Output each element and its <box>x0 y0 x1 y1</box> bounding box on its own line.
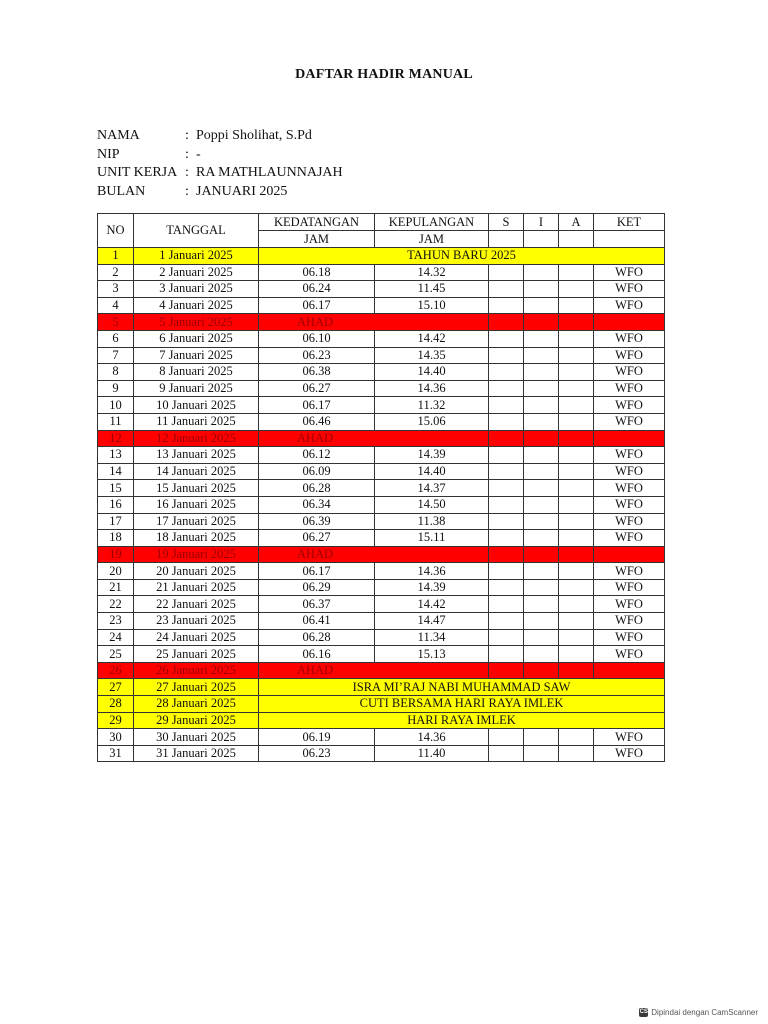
cell-no: 11 <box>98 413 134 430</box>
cell-a <box>559 646 594 663</box>
info-row-nama <box>97 127 343 146</box>
cell-empty <box>594 662 665 679</box>
cell-i <box>524 496 559 513</box>
cell-a <box>559 480 594 497</box>
cell-jam-datang: 06.41 <box>259 613 375 630</box>
cell-s <box>489 297 524 314</box>
info-row-bulan <box>97 183 343 202</box>
cell-empty <box>559 546 594 563</box>
table-row <box>98 447 665 464</box>
cell-s <box>489 281 524 298</box>
cell-ket: WFO <box>594 347 665 364</box>
info-row-nip <box>97 146 343 165</box>
cell-empty <box>559 314 594 331</box>
table-row <box>98 430 665 447</box>
cell-i <box>524 513 559 530</box>
cell-ket: WFO <box>594 364 665 381</box>
table-row <box>98 297 665 314</box>
cell-jam-pulang: 14.36 <box>375 380 489 397</box>
cell-empty <box>594 546 665 563</box>
cell-tanggal: 5 Januari 2025 <box>134 314 259 331</box>
watermark-text: Dipindai dengan CamScanner <box>651 1008 758 1017</box>
cell-s <box>489 745 524 762</box>
table-row <box>98 729 665 746</box>
header-i: I <box>524 214 559 231</box>
cell-jam-pulang: 14.39 <box>375 447 489 464</box>
cell-jam-pulang: 14.50 <box>375 496 489 513</box>
cell-s <box>489 496 524 513</box>
cell-empty <box>594 430 665 447</box>
table-row <box>98 314 665 331</box>
cell-holiday-note: TAHUN BARU 2025 <box>259 248 665 265</box>
cell-tanggal: 18 Januari 2025 <box>134 530 259 547</box>
cell-tanggal: 19 Januari 2025 <box>134 546 259 563</box>
cell-i <box>524 397 559 414</box>
cell-ket: WFO <box>594 613 665 630</box>
table-row <box>98 613 665 630</box>
cell-tanggal: 12 Januari 2025 <box>134 430 259 447</box>
cell-a <box>559 463 594 480</box>
cell-i <box>524 629 559 646</box>
cell-a <box>559 397 594 414</box>
table-body <box>98 248 665 762</box>
cell-tanggal: 10 Januari 2025 <box>134 397 259 414</box>
cell-jam-datang: 06.28 <box>259 480 375 497</box>
info-colon: : <box>185 128 189 143</box>
cell-no: 4 <box>98 297 134 314</box>
cell-a <box>559 264 594 281</box>
cell-no: 1 <box>98 248 134 265</box>
cell-no: 5 <box>98 314 134 331</box>
cell-no: 9 <box>98 380 134 397</box>
cell-no: 23 <box>98 613 134 630</box>
cell-a <box>559 745 594 762</box>
cell-no: 8 <box>98 364 134 381</box>
table-row <box>98 629 665 646</box>
cell-tanggal: 22 Januari 2025 <box>134 596 259 613</box>
cell-a <box>559 364 594 381</box>
cell-tanggal: 8 Januari 2025 <box>134 364 259 381</box>
header-s: S <box>489 214 524 231</box>
cell-empty <box>559 430 594 447</box>
table-row <box>98 579 665 596</box>
table-row <box>98 347 665 364</box>
info-value: Poppi Sholihat, S.Pd <box>196 128 312 143</box>
cell-i <box>524 596 559 613</box>
table-row <box>98 546 665 563</box>
cell-no: 31 <box>98 745 134 762</box>
cell-a <box>559 413 594 430</box>
table-row <box>98 397 665 414</box>
cell-jam-pulang: 15.10 <box>375 297 489 314</box>
cell-s <box>489 596 524 613</box>
cell-jam-pulang: 11.34 <box>375 629 489 646</box>
table-row <box>98 264 665 281</box>
cell-jam-pulang: 14.40 <box>375 463 489 480</box>
cell-empty <box>594 314 665 331</box>
employee-info <box>97 127 343 201</box>
cell-ket: WFO <box>594 563 665 580</box>
cell-tanggal: 11 Januari 2025 <box>134 413 259 430</box>
cell-jam-pulang: 14.42 <box>375 330 489 347</box>
cell-jam-pulang: 11.38 <box>375 513 489 530</box>
cell-s <box>489 613 524 630</box>
cell-tanggal: 26 Januari 2025 <box>134 662 259 679</box>
cell-jam-datang: 06.23 <box>259 745 375 762</box>
cell-jam-datang: 06.37 <box>259 596 375 613</box>
header-tanggal: TANGGAL <box>134 214 259 248</box>
cell-jam-pulang: 14.40 <box>375 364 489 381</box>
cell-no: 30 <box>98 729 134 746</box>
cell-no: 14 <box>98 463 134 480</box>
cell-a <box>559 330 594 347</box>
cell-a <box>559 513 594 530</box>
cell-jam-datang: 06.28 <box>259 629 375 646</box>
info-colon: : <box>185 146 189 162</box>
cell-ket: WFO <box>594 447 665 464</box>
info-colon: : <box>185 165 189 180</box>
cell-no: 22 <box>98 596 134 613</box>
cell-tanggal: 15 Januari 2025 <box>134 480 259 497</box>
table-row <box>98 530 665 547</box>
cell-s <box>489 397 524 414</box>
cell-jam-pulang: 15.06 <box>375 413 489 430</box>
cell-no: 6 <box>98 330 134 347</box>
cell-jam-datang: 06.17 <box>259 397 375 414</box>
cell-jam-pulang: 14.36 <box>375 729 489 746</box>
cell-a <box>559 347 594 364</box>
cell-s <box>489 629 524 646</box>
cell-jam-datang: 06.24 <box>259 281 375 298</box>
cell-s <box>489 646 524 663</box>
header-empty <box>524 231 559 248</box>
cell-empty <box>489 662 524 679</box>
cell-no: 28 <box>98 696 134 713</box>
cell-s <box>489 447 524 464</box>
cell-empty <box>524 430 559 447</box>
cell-ket: WFO <box>594 530 665 547</box>
cell-empty <box>524 314 559 331</box>
cell-jam-pulang: 11.45 <box>375 281 489 298</box>
cell-jam-pulang: 14.32 <box>375 264 489 281</box>
info-row-unit-kerja <box>97 164 343 183</box>
cell-jam-pulang: 14.37 <box>375 480 489 497</box>
cell-tanggal: 9 Januari 2025 <box>134 380 259 397</box>
table-row <box>98 662 665 679</box>
cell-ket: WFO <box>594 480 665 497</box>
cell-no: 10 <box>98 397 134 414</box>
cell-i <box>524 413 559 430</box>
table-header-row <box>98 214 665 231</box>
cell-tanggal: 6 Januari 2025 <box>134 330 259 347</box>
cell-jam-datang: 06.17 <box>259 297 375 314</box>
cell-no: 13 <box>98 447 134 464</box>
cell-holiday-note: CUTI BERSAMA HARI RAYA IMLEK <box>259 696 665 713</box>
cell-no: 12 <box>98 430 134 447</box>
cell-jam-pulang: 11.32 <box>375 397 489 414</box>
cell-jam-datang: 06.38 <box>259 364 375 381</box>
cell-s <box>489 463 524 480</box>
cell-tanggal: 29 Januari 2025 <box>134 712 259 729</box>
cell-ket: WFO <box>594 397 665 414</box>
cell-s <box>489 413 524 430</box>
cell-jam-pulang: 14.47 <box>375 613 489 630</box>
cell-i <box>524 264 559 281</box>
cell-ket: WFO <box>594 513 665 530</box>
page-title: DAFTAR HADIR MANUAL <box>295 67 473 82</box>
cell-tanggal: 1 Januari 2025 <box>134 248 259 265</box>
cell-tanggal: 17 Januari 2025 <box>134 513 259 530</box>
cell-tanggal: 30 Januari 2025 <box>134 729 259 746</box>
cell-i <box>524 463 559 480</box>
cell-jam-datang: 06.18 <box>259 264 375 281</box>
cell-ket: WFO <box>594 380 665 397</box>
cell-empty <box>524 546 559 563</box>
cell-empty <box>489 546 524 563</box>
cell-holiday-note: ISRA MI’RAJ NABI MUHAMMAD SAW <box>259 679 665 696</box>
cell-s <box>489 563 524 580</box>
info-label: UNIT KERJA <box>97 165 178 180</box>
cell-s <box>489 364 524 381</box>
cell-s <box>489 513 524 530</box>
table-row <box>98 563 665 580</box>
cell-ket: WFO <box>594 646 665 663</box>
cell-jam-datang: 06.39 <box>259 513 375 530</box>
cell-ket: WFO <box>594 297 665 314</box>
cell-jam-datang: 06.16 <box>259 646 375 663</box>
table-row <box>98 712 665 729</box>
info-value: RA MATHLAUNNAJAH <box>196 165 343 180</box>
table-row <box>98 413 665 430</box>
cell-ket: WFO <box>594 463 665 480</box>
info-value: JANUARI 2025 <box>196 183 288 199</box>
table-row <box>98 330 665 347</box>
cell-i <box>524 281 559 298</box>
table-row <box>98 596 665 613</box>
table-row <box>98 380 665 397</box>
cell-i <box>524 347 559 364</box>
cell-jam-datang: 06.12 <box>259 447 375 464</box>
cell-ahad-note: AHAD <box>259 662 489 679</box>
cell-i <box>524 579 559 596</box>
cell-tanggal: 7 Januari 2025 <box>134 347 259 364</box>
cell-tanggal: 16 Januari 2025 <box>134 496 259 513</box>
cell-no: 19 <box>98 546 134 563</box>
cell-tanggal: 23 Januari 2025 <box>134 613 259 630</box>
cell-jam-datang: 06.17 <box>259 563 375 580</box>
cell-a <box>559 496 594 513</box>
cell-a <box>559 629 594 646</box>
cell-no: 20 <box>98 563 134 580</box>
cell-s <box>489 330 524 347</box>
cell-ket: WFO <box>594 579 665 596</box>
cell-ahad-note: AHAD <box>259 546 489 563</box>
cell-no: 25 <box>98 646 134 663</box>
cell-ket: WFO <box>594 729 665 746</box>
cell-a <box>559 447 594 464</box>
cell-tanggal: 21 Januari 2025 <box>134 579 259 596</box>
cell-no: 18 <box>98 530 134 547</box>
cell-ket: WFO <box>594 413 665 430</box>
cell-s <box>489 579 524 596</box>
info-value: - <box>196 146 201 162</box>
cell-no: 29 <box>98 712 134 729</box>
cell-i <box>524 330 559 347</box>
cell-s <box>489 729 524 746</box>
header-ket: KET <box>594 214 665 231</box>
cell-jam-pulang: 15.11 <box>375 530 489 547</box>
cell-a <box>559 579 594 596</box>
cell-s <box>489 480 524 497</box>
cell-ket: WFO <box>594 596 665 613</box>
cell-empty <box>489 314 524 331</box>
cell-tanggal: 20 Januari 2025 <box>134 563 259 580</box>
header-empty <box>489 231 524 248</box>
table-row <box>98 513 665 530</box>
scanner-watermark <box>639 1008 758 1017</box>
cell-no: 17 <box>98 513 134 530</box>
header-jam-pulang: JAM <box>375 231 489 248</box>
cell-i <box>524 480 559 497</box>
table-row <box>98 480 665 497</box>
cell-holiday-note: HARI RAYA IMLEK <box>259 712 665 729</box>
cell-jam-datang: 06.34 <box>259 496 375 513</box>
cell-no: 27 <box>98 679 134 696</box>
cell-a <box>559 563 594 580</box>
cell-ket: WFO <box>594 330 665 347</box>
cell-a <box>559 530 594 547</box>
cell-i <box>524 530 559 547</box>
cell-s <box>489 347 524 364</box>
cell-tanggal: 24 Januari 2025 <box>134 629 259 646</box>
cell-tanggal: 13 Januari 2025 <box>134 447 259 464</box>
cell-no: 16 <box>98 496 134 513</box>
cell-jam-datang: 06.27 <box>259 380 375 397</box>
cell-ket: WFO <box>594 281 665 298</box>
cell-s <box>489 530 524 547</box>
cell-ket: WFO <box>594 745 665 762</box>
cell-i <box>524 364 559 381</box>
cell-tanggal: 2 Januari 2025 <box>134 264 259 281</box>
cell-i <box>524 745 559 762</box>
header-jam-datang: JAM <box>259 231 375 248</box>
cell-tanggal: 14 Januari 2025 <box>134 463 259 480</box>
table-row <box>98 281 665 298</box>
cell-jam-pulang: 14.35 <box>375 347 489 364</box>
cell-jam-datang: 06.10 <box>259 330 375 347</box>
cell-jam-datang: 06.23 <box>259 347 375 364</box>
header-empty <box>559 231 594 248</box>
info-label: BULAN <box>97 183 146 199</box>
cell-tanggal: 3 Januari 2025 <box>134 281 259 298</box>
table-row <box>98 646 665 663</box>
cell-tanggal: 28 Januari 2025 <box>134 696 259 713</box>
cell-no: 24 <box>98 629 134 646</box>
cell-i <box>524 447 559 464</box>
cell-no: 26 <box>98 662 134 679</box>
attendance-table <box>97 213 665 762</box>
table-row <box>98 679 665 696</box>
cell-tanggal: 4 Januari 2025 <box>134 297 259 314</box>
cell-jam-datang: 06.29 <box>259 579 375 596</box>
cell-tanggal: 27 Januari 2025 <box>134 679 259 696</box>
cell-empty <box>524 662 559 679</box>
info-label: NIP <box>97 146 120 162</box>
cell-a <box>559 380 594 397</box>
cell-jam-pulang: 15.13 <box>375 646 489 663</box>
table-row <box>98 463 665 480</box>
table-row <box>98 364 665 381</box>
header-empty <box>594 231 665 248</box>
info-colon: : <box>185 183 189 199</box>
cell-i <box>524 729 559 746</box>
cell-tanggal: 31 Januari 2025 <box>134 745 259 762</box>
cell-empty <box>559 662 594 679</box>
cell-jam-datang: 06.27 <box>259 530 375 547</box>
cell-a <box>559 297 594 314</box>
cell-ket: WFO <box>594 264 665 281</box>
cell-no: 15 <box>98 480 134 497</box>
cell-a <box>559 596 594 613</box>
table-row <box>98 496 665 513</box>
cell-jam-pulang: 14.36 <box>375 563 489 580</box>
cell-a <box>559 613 594 630</box>
cell-empty <box>489 430 524 447</box>
cell-tanggal: 25 Januari 2025 <box>134 646 259 663</box>
header-kedatangan: KEDATANGAN <box>259 214 375 231</box>
cell-no: 7 <box>98 347 134 364</box>
table-row <box>98 745 665 762</box>
cell-jam-datang: 06.46 <box>259 413 375 430</box>
cell-no: 3 <box>98 281 134 298</box>
cell-a <box>559 729 594 746</box>
cell-i <box>524 563 559 580</box>
cell-ket: WFO <box>594 629 665 646</box>
cell-i <box>524 297 559 314</box>
cell-a <box>559 281 594 298</box>
cell-ahad-note: AHAD <box>259 430 489 447</box>
cell-ket: WFO <box>594 496 665 513</box>
header-kepulangan: KEPULANGAN <box>375 214 489 231</box>
cell-i <box>524 646 559 663</box>
cell-s <box>489 264 524 281</box>
camscanner-icon: CS <box>639 1009 648 1015</box>
cell-i <box>524 613 559 630</box>
cell-ahad-note: AHAD <box>259 314 489 331</box>
cell-jam-pulang: 14.39 <box>375 579 489 596</box>
info-label: NAMA <box>97 128 140 143</box>
cell-jam-datang: 06.19 <box>259 729 375 746</box>
header-a: A <box>559 214 594 231</box>
cell-jam-pulang: 14.42 <box>375 596 489 613</box>
cell-jam-datang: 06.09 <box>259 463 375 480</box>
cell-no: 2 <box>98 264 134 281</box>
cell-no: 21 <box>98 579 134 596</box>
cell-jam-pulang: 11.40 <box>375 745 489 762</box>
table-row <box>98 248 665 265</box>
cell-s <box>489 380 524 397</box>
cell-i <box>524 380 559 397</box>
header-no: NO <box>98 214 134 248</box>
table-row <box>98 696 665 713</box>
